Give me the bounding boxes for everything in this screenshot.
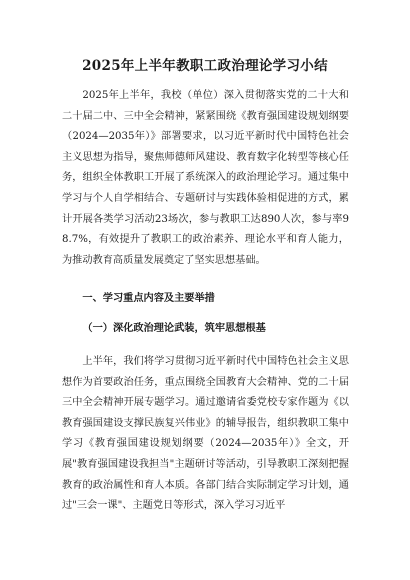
subsection-paragraph: 上半年，我们将学习贯彻习近平新时代中国特色社会主义思想作为首要政治任务，重点围绕全国教育大会精神、党的二十届三中全会精神开展专题学习。通过邀请省委党校专家作题为《以教育强国建设支撑民族复兴伟业》的辅导报告，组织教职工集中学习《教育强国建设规划纲要（2024—2035年）》全文，开展"教育强国建设我担当"主题研讨等活动，引导教职工深刻把握教育的政治属性和育人本质。各部门结合实际制定学习计划，通过"三会一课"、主题党日等形式，深入学习习近平 — [62, 356, 349, 512]
subsection-heading: （一）深化政治理论武装，筑牢思想根基 — [82, 322, 266, 334]
section-heading: 一、学习重点内容及主要举措 — [82, 293, 215, 304]
intro-paragraph: 2025年上半年，我校（单位）深入贯彻落实党的二十大和二十届二中、三中全会精神，紧紧围绕《教育强国建设规划纲要（2024—2035年）》部署要求，以习近平新时代中国特色社会主义思想为指导，聚焦师德师风建设、教育数字化转型等核心任务，组织全体教职工开展了系统深入的政治理论学习。通过集中学习与个人自学相结合、专题研讨与实践体验相促进的方式，累计开展各类学习活动23场次，参与教职工达890人次，参与率98.7%，有效提升了教职工的政治素养、理论水平和育人能力，为推动教育高质量发展奠定了坚实思想基础。 — [62, 90, 349, 266]
document-title: 2025年上半年教职工政治理论学习小结 — [82, 58, 328, 74]
